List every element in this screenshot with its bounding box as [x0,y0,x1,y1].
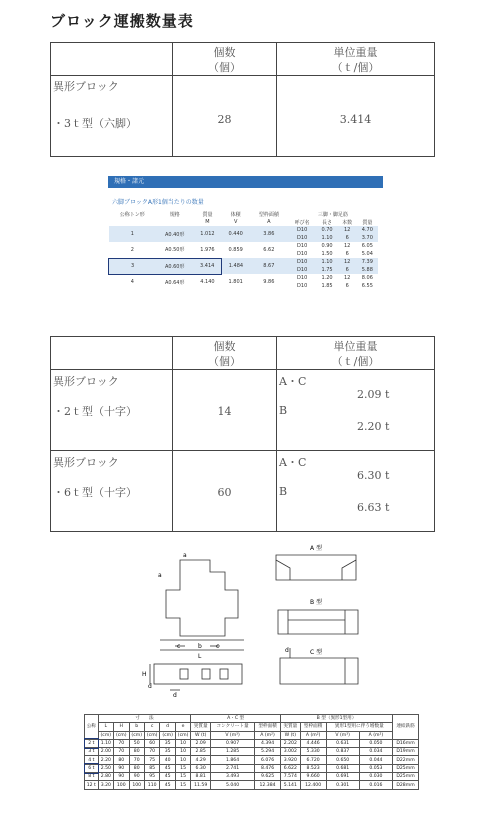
spec-h: 三脚・脚足筋 [317,211,348,218]
spec-h2: 本数 [342,219,353,226]
spec-cell: 3.86 [250,226,288,242]
dim-c: c [177,643,181,650]
table-cell: 12.384 [255,781,281,789]
table-cell: 45 [160,773,175,781]
spec-h2: 質量 [362,219,373,226]
bt-h3: (cm) [144,731,159,739]
spec-cell: 12 [338,258,357,266]
bt-h: 寸 法 [98,715,191,723]
bt-h2: コンクリート量 [211,723,255,731]
block-name-cell: 異形ブロック ・3ｔ型（六脚） [51,76,173,157]
dim-b: b [198,643,202,650]
spec-table [108,210,378,290]
table-cell: 0.631 [326,739,359,747]
table-cell: 40 [160,756,175,764]
table-cell: 0.837 [326,748,359,756]
spec-cell: 1 [109,226,157,242]
table-cell: 10 [175,748,190,756]
spec-cell: D10 [297,251,308,257]
header-blank [51,337,173,370]
spec-row [109,258,379,266]
spec-cell: 12 [344,275,351,281]
spec-cell: 3.70 [357,234,378,242]
table-cell: 50 [129,739,144,747]
bt-h3: (cm) [160,731,175,739]
table-cell: 8.81 [191,773,211,781]
spec-cell: D10 [288,226,317,234]
table-cell: 3.002 [280,748,300,756]
table-cell: 8.476 [255,764,281,772]
bt-h2: 異形1型用に伴う増数量 [326,723,393,731]
spec-cell: 0.90 [321,243,333,249]
spec-cell: 4.70 [357,226,378,234]
table-cell: 0.050 [359,739,392,747]
table-cell: 35 [160,739,175,747]
table-cell: 3.920 [280,756,300,764]
spec-cell: 1.012 [193,226,221,242]
spec-cell: 1.10 [316,258,337,266]
table-cell: 9.625 [255,773,281,781]
table-cell: 110 [144,781,159,789]
table-cell: 2.80 [98,773,113,781]
table-cell: 0.650 [326,756,359,764]
spec-cell: D10 [288,258,317,266]
bt-h3: A (m²) [359,731,392,739]
table-cell: 0.907 [211,739,255,747]
header-count: 個数 （個） [173,43,277,76]
table-cell: 90 [114,773,129,781]
spec-row [109,242,379,250]
table-cell: 2.85 [191,748,211,756]
table-cell: 3 t [85,748,99,756]
table-cell: 100 [129,781,144,789]
table-cell: 0.681 [326,764,359,772]
table-cell: 80 [129,748,144,756]
table-cell: 85 [144,764,159,772]
table-cell: 95 [144,773,159,781]
table-cell: 2.202 [280,739,300,747]
spec-cell: 6 [338,234,357,242]
table-cell: 5.294 [255,748,281,756]
bt-h2: 型枠面積 [255,723,281,731]
bt-h2: 実質量 [280,723,300,731]
spec-cell: 0.859 [228,247,243,253]
spec-h2: 呼び名 [294,219,310,226]
spec-cell: A0.60形 [156,258,193,274]
table-cell: 11.59 [191,781,211,789]
table-cell: 90 [129,773,144,781]
table-cell: 5.040 [211,781,255,789]
table-cell: 5.141 [280,781,300,789]
spec-cell: 1.85 [321,283,333,289]
dim-H: H [142,671,147,678]
cross-outline [166,560,238,636]
table-cell: 70 [129,756,144,764]
spec-bar: 規格・諸元 [108,176,383,188]
table-cell: 0.016 [359,781,392,789]
table-cell: 80 [129,764,144,772]
block-name-cell: 異形ブロック ・6ｔ型（十字） [51,451,173,532]
table-cell: 1.285 [211,748,255,756]
quantity-table-1 [50,42,435,157]
bt-h3: (cm) [175,731,190,739]
table-cell: 4.394 [255,739,281,747]
table-cell: 15 [175,781,190,789]
spec-h: 質量 [202,211,213,218]
table-cell: 1.864 [211,756,255,764]
label-a-type: A 型 [310,545,323,552]
table-cell: 2.00 [98,748,113,756]
count-cell: 14 [173,370,277,451]
spec-cell: 6.55 [361,283,373,289]
header-weight: 単位重量 （ｔ/個） [277,43,435,76]
table-cell: 3.20 [98,781,113,789]
spec-cell: 6 [345,283,349,289]
table-cell: 8 t [85,773,99,781]
count-cell: 60 [173,451,277,532]
table-row [85,764,419,772]
weight-cell: A・C 2.09 t B 2.20 t [277,370,435,451]
table-cell: 0.691 [326,773,359,781]
spec-row [109,226,379,234]
spec-cell: 12 [344,243,351,249]
table-cell: 2 t [85,739,99,747]
header-weight: 単位重量 （ｔ/個） [277,337,435,370]
table-row [85,773,419,781]
spec-cell: 1.801 [228,279,243,285]
table-cell: 6 t [85,764,99,772]
quantity-table-2 [50,336,435,532]
spec-h: 規格 [169,211,180,218]
bt-h3: W (t) [280,731,300,739]
table-row [85,756,419,764]
bt-h2: L [98,723,113,731]
bt-h2: c [144,723,159,731]
table-cell: 2.09 [191,739,211,747]
spec-cell: 2 [130,246,134,253]
spec-h: 公称トン形 [119,211,145,218]
spec-cell: D10 [297,275,308,281]
spec-cell: 6 [338,266,357,274]
table-cell: 4.446 [300,739,326,747]
spec-cell: 4 [130,279,134,286]
dim-a2: a [158,572,162,579]
table-cell: 3.493 [211,773,255,781]
spec-cell: D10 [288,266,317,274]
dim-d: d [148,683,152,690]
bt-h2: b [129,723,144,731]
table-cell: 0.030 [359,773,392,781]
spec-cell: 1.976 [200,246,215,253]
table-cell: D19mm [393,748,419,756]
spec-cell: 3 [109,258,157,274]
table-cell: D28mm [393,781,419,789]
spec-cell: 8.67 [250,258,288,274]
table-cell: 10 [175,739,190,747]
bt-h3: V (m³) [326,731,359,739]
dim-c2: c [216,643,220,650]
table-cell: 70 [114,739,129,747]
dim-d2: d [173,692,177,699]
spec-cell: 1.50 [321,251,333,257]
spec-cell: 8.06 [361,275,373,281]
table-cell: 2.50 [98,764,113,772]
spec-image [108,176,383,310]
table-cell: 8.523 [300,764,326,772]
weight-cell: 3.414 [277,76,435,157]
spec-cell: 1.484 [222,258,250,274]
spec-cell: 7.39 [357,258,378,266]
table-cell: 6.30 [191,764,211,772]
block-drawing [140,540,370,700]
dim-d3: d [285,647,289,654]
table-cell: 35 [160,748,175,756]
bt-h2: d [160,723,175,731]
table-cell: 0.044 [359,756,392,764]
spec-h2: V [233,219,238,225]
bt-h2: H [114,723,129,731]
spec-cell: D10 [288,234,317,242]
bt-h3: (cm) [129,731,144,739]
table-cell: D25mm [393,773,419,781]
bt-h3: (cm) [98,731,113,739]
table-cell: 12.400 [300,781,326,789]
bt-h3: A (m²) [300,731,326,739]
table-cell: 1.10 [98,739,113,747]
table-cell: 100 [114,781,129,789]
spec-cell: 1.20 [321,275,333,281]
spec-cell: A0.64形 [164,279,185,286]
spec-cell: 9.86 [263,279,275,285]
table-cell: 45 [160,764,175,772]
bt-h2: 実質量 [191,723,211,731]
spec-cell: 12 [338,226,357,234]
table-cell: D16mm [393,739,419,747]
bt-h3: A (m²) [255,731,281,739]
spec-subtitle: 六脚ブロックA形1個当たりの数量 [112,199,204,206]
table-cell: 60 [144,739,159,747]
table-cell: 90 [114,764,129,772]
table-cell: 0.053 [359,764,392,772]
header-blank [51,43,173,76]
table-cell: 0.301 [326,781,359,789]
block-name-cell: 異形ブロック ・2ｔ型（十字） [51,370,173,451]
bt-h3: (cm) [114,731,129,739]
spec-cell: D10 [297,243,308,249]
spec-cell: 0.440 [222,226,250,242]
spec-cell: 1.75 [316,266,337,274]
table-row [85,748,419,756]
bt-h: 公称 [85,715,99,740]
spec-h2: A [267,219,271,225]
table-cell: 9.660 [300,773,326,781]
table-cell: 5.330 [300,748,326,756]
dim-L: L [198,653,202,660]
table-cell: 2.20 [98,756,113,764]
spec-h2: 長さ [322,219,333,226]
spec-cell: 6.62 [263,247,275,253]
spec-cell: 5.88 [357,266,378,274]
table-cell: 6.720 [300,756,326,764]
label-c-type: C 型 [310,649,323,656]
page-title: ブロック運搬数量表 [50,12,194,30]
bt-h2: 型枠面積 [300,723,326,731]
table-cell: 70 [114,748,129,756]
spec-h: 型枠面積 [258,211,279,218]
spec-cell: 6 [345,251,349,257]
spec-h2: M [205,219,210,225]
bt-h: 連結鉄筋 [393,715,419,740]
table-cell: 45 [160,781,175,789]
spec-cell: 4.140 [200,279,215,286]
table-cell: 80 [114,756,129,764]
table-cell: 6.076 [255,756,281,764]
table-cell: 6.622 [280,764,300,772]
count-cell: 28 [173,76,277,157]
table-cell: 10 [175,756,190,764]
table-row [85,739,419,747]
spec-cell: 5.04 [361,251,373,257]
table-cell: 12 t [85,781,99,789]
table-cell: 4.29 [191,756,211,764]
dimension-table [84,714,419,790]
spec-h: 体積 [230,211,241,218]
table-cell: 70 [144,748,159,756]
weight-cell: A・C 6.30 t B 6.63 t [277,451,435,532]
table-cell: 7.574 [280,773,300,781]
bt-h: B 型（異形1型用） [280,715,392,723]
spec-cell: 6.05 [361,243,373,249]
table-cell: 75 [144,756,159,764]
table-cell: D25mm [393,764,419,772]
spec-cell: A0.50形 [164,247,185,254]
table-cell: 15 [175,773,190,781]
table-row [85,781,419,789]
spec-cell: A0.40形 [156,226,193,242]
spec-cell: 0.70 [316,226,337,234]
spec-cell: D10 [297,283,308,289]
spec-cell: 3.414 [193,258,221,274]
bt-h2: e [175,723,190,731]
spec-row [109,274,379,282]
table-cell: 2.741 [211,764,255,772]
spec-cell: 1.10 [316,234,337,242]
table-cell: D22mm [393,756,419,764]
dim-a: a [183,552,187,559]
label-b-type: B 型 [310,599,323,606]
table-cell: 4 t [85,756,99,764]
header-count: 個数 （個） [173,337,277,370]
table-cell: 15 [175,764,190,772]
table-cell: 0.034 [359,748,392,756]
bt-h3: V (m³) [211,731,255,739]
bt-h: A・C 型 [191,715,281,723]
bt-h3: W (t) [191,731,211,739]
